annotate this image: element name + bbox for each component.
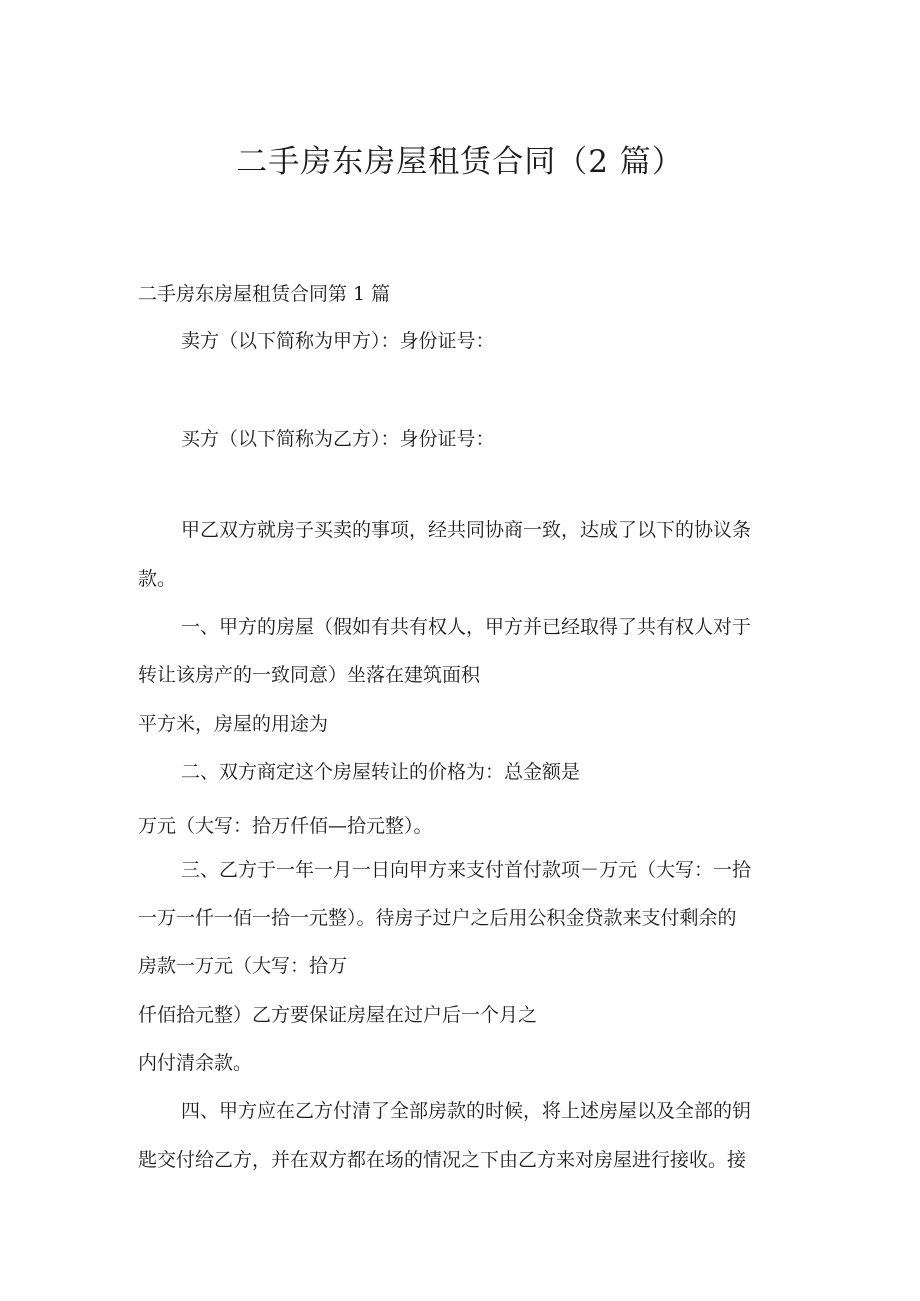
section-heading: 二手房东房屋租赁合同第 1 篇 bbox=[138, 283, 391, 305]
clause-2-line: 万元（大写：拾万仟佰—拾元整）。 bbox=[138, 815, 433, 837]
clause-4-line: 四、甲方应在乙方付清了全部房款的时候，将上述房屋以及全部的钥 bbox=[181, 1100, 752, 1122]
clause-3-line: 一万一仟一佰一拾一元整）。待房子过户之后用公积金贷款来支付剩余的 bbox=[138, 907, 737, 929]
clause-3-line: 房款一万元（大写：拾万 bbox=[138, 955, 348, 977]
document-title: 二手房东房屋租赁合同（2 篇） bbox=[236, 144, 684, 180]
clause-4-line: 匙交付给乙方，并在双方都在场的情况之下由乙方来对房屋进行接收。接 bbox=[138, 1149, 747, 1171]
clause-1-line: 转让该房产的一致同意）坐落在建筑面积 bbox=[138, 664, 481, 686]
clause-3-line: 三、乙方于一年一月一日向甲方来支付首付款项－万元（大写：一拾 bbox=[181, 859, 752, 881]
clause-1-line: 一、甲方的房屋（假如有共有权人，甲方并已经取得了共有权人对于 bbox=[181, 616, 752, 638]
buyer-line: 买方（以下简称为乙方）：身份证号： bbox=[181, 428, 495, 450]
clause-3-line: 内付清余款。 bbox=[138, 1052, 253, 1074]
clause-3-line: 仟佰拾元整）乙方要保证房屋在过户后一个月之 bbox=[138, 1004, 538, 1026]
clause-1-line: 平方米，房屋的用途为 bbox=[138, 713, 329, 735]
paragraph-line: 款。 bbox=[138, 568, 177, 590]
paragraph-line: 甲乙双方就房子买卖的事项，经共同协商一致，达成了以下的协议条 bbox=[181, 519, 752, 541]
seller-line: 卖方（以下简称为甲方）：身份证号： bbox=[181, 330, 495, 352]
clause-2-line: 二、双方商定这个房屋转让的价格为：总金额是 bbox=[181, 761, 581, 783]
